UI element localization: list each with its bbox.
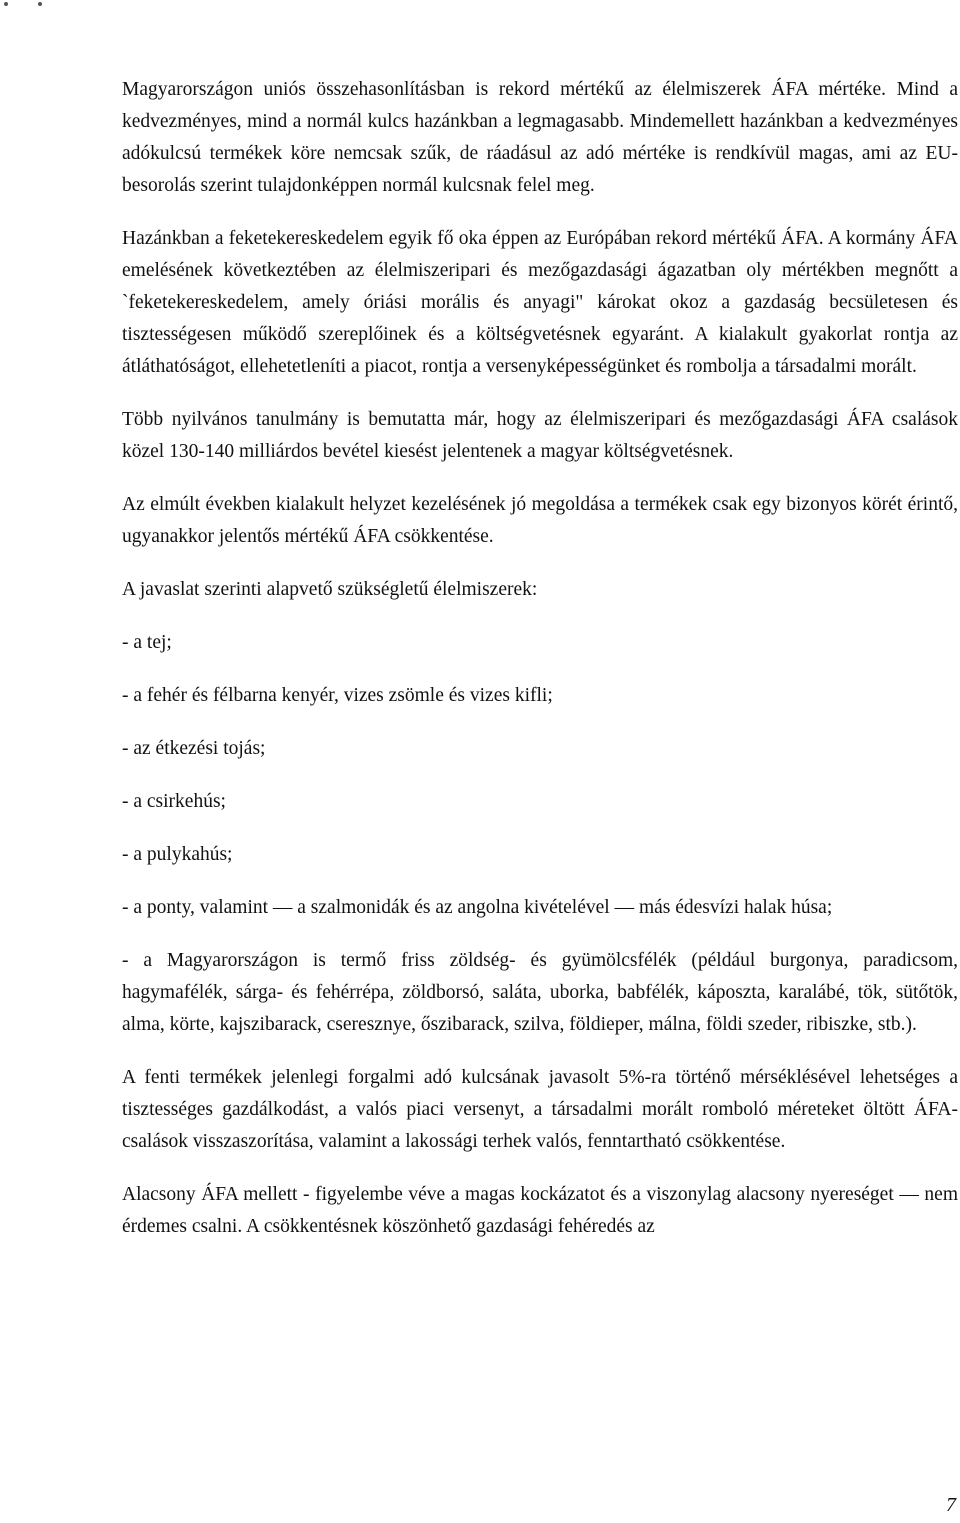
page-number: 7 bbox=[946, 1494, 956, 1516]
list-item: - a fehér és félbarna kenyér, vizes zsömle és vizes kifli; bbox=[122, 685, 553, 706]
paragraph: A javaslat szerinti alapvető szükségletű élelmiszerek: bbox=[122, 579, 538, 600]
scan-speck bbox=[4, 2, 8, 6]
list-item: - a ponty, valamint — a szalmonidák és az angolna kivételével — más édesvízi halak húsa; bbox=[122, 897, 833, 918]
paragraph: Az elmúlt években kialakult helyzet kezelésének jó megoldása a termékek csak egy bizonyos körét érintő, ugyanakkor jelentős mértékű ÁFA csökkentése. bbox=[122, 494, 958, 547]
paragraph: Alacsony ÁFA mellett - figyelembe véve a magas kockázatot és a viszonylag alacsony nyereséget — nem érdemes csalni. A csökkentésnek köszönhető gazdasági fehéredés az bbox=[122, 1184, 958, 1237]
paragraph: Magyarországon uniós összehasonlításban is rekord mértékű az élelmiszerek ÁFA mértéke. Mind a kedvezményes, mind a normál kulcs hazánkban a legmagasabb. Mindemellett hazánkban a kedvezményes adókulcsú termékek köre nemcsak szűk, de ráadásul az adó mértéke is rendkívül magas, ami az EU-besorolás szerint tulajdonképpen normál kulcsnak felel meg. bbox=[122, 79, 958, 196]
list-item: - a tej; bbox=[122, 632, 172, 653]
document-body bbox=[122, 74, 958, 1264]
list-item: - az étkezési tojás; bbox=[122, 738, 266, 759]
list-item: - a Magyarországon is termő friss zöldség- és gyümölcsfélék (például burgonya, paradicsom, hagymafélék, sárga- és fehérrépa, zöldborsó, saláta, uborka, babfélék, káposzta, karalábé, tök, sütőtök, alma, körte, kajszibarack, cseresznye, őszibarack, szilva, földieper, málna, földi szeder, ribiszke, stb.). bbox=[122, 950, 958, 1035]
paragraph: Több nyilvános tanulmány is bemutatta már, hogy az élelmiszeripari és mezőgazdasági ÁFA csalások közel 130-140 milliárdos bevétel kiesést jelentenek a magyar költségvetésnek. bbox=[122, 409, 958, 462]
paragraph: Hazánkban a feketekereskedelem egyik fő oka éppen az Európában rekord mértékű ÁFA. A kormány ÁFA emelésének következtében az élelmiszeripari és mezőgazdasági ágazatban oly mértékben megnőtt a `feketekereskedelem, amely óriási morális és anyagi" károkat okoz a gazdaság becsületesen és tisztességesen működő szereplőinek és a költségvetésnek egyaránt. A kialakult gyakorlat rontja az átláthatóságot, ellehetetleníti a piacot, rontja a versenyképességünket és rombolja a társadalmi morált. bbox=[122, 228, 958, 377]
scan-speck bbox=[38, 2, 42, 6]
paragraph: A fenti termékek jelenlegi forgalmi adó kulcsának javasolt 5%-ra történő mérséklésével lehetséges a tisztességes gazdálkodást, a valós piaci versenyt, a társadalmi morált romboló méreteket öltött ÁFA-csalások visszaszorítása, valamint a lakossági terhek valós, fenntartható csökkentése. bbox=[122, 1067, 958, 1152]
list-item: - a csirkehús; bbox=[122, 791, 226, 812]
list-item: - a pulykahús; bbox=[122, 844, 233, 865]
